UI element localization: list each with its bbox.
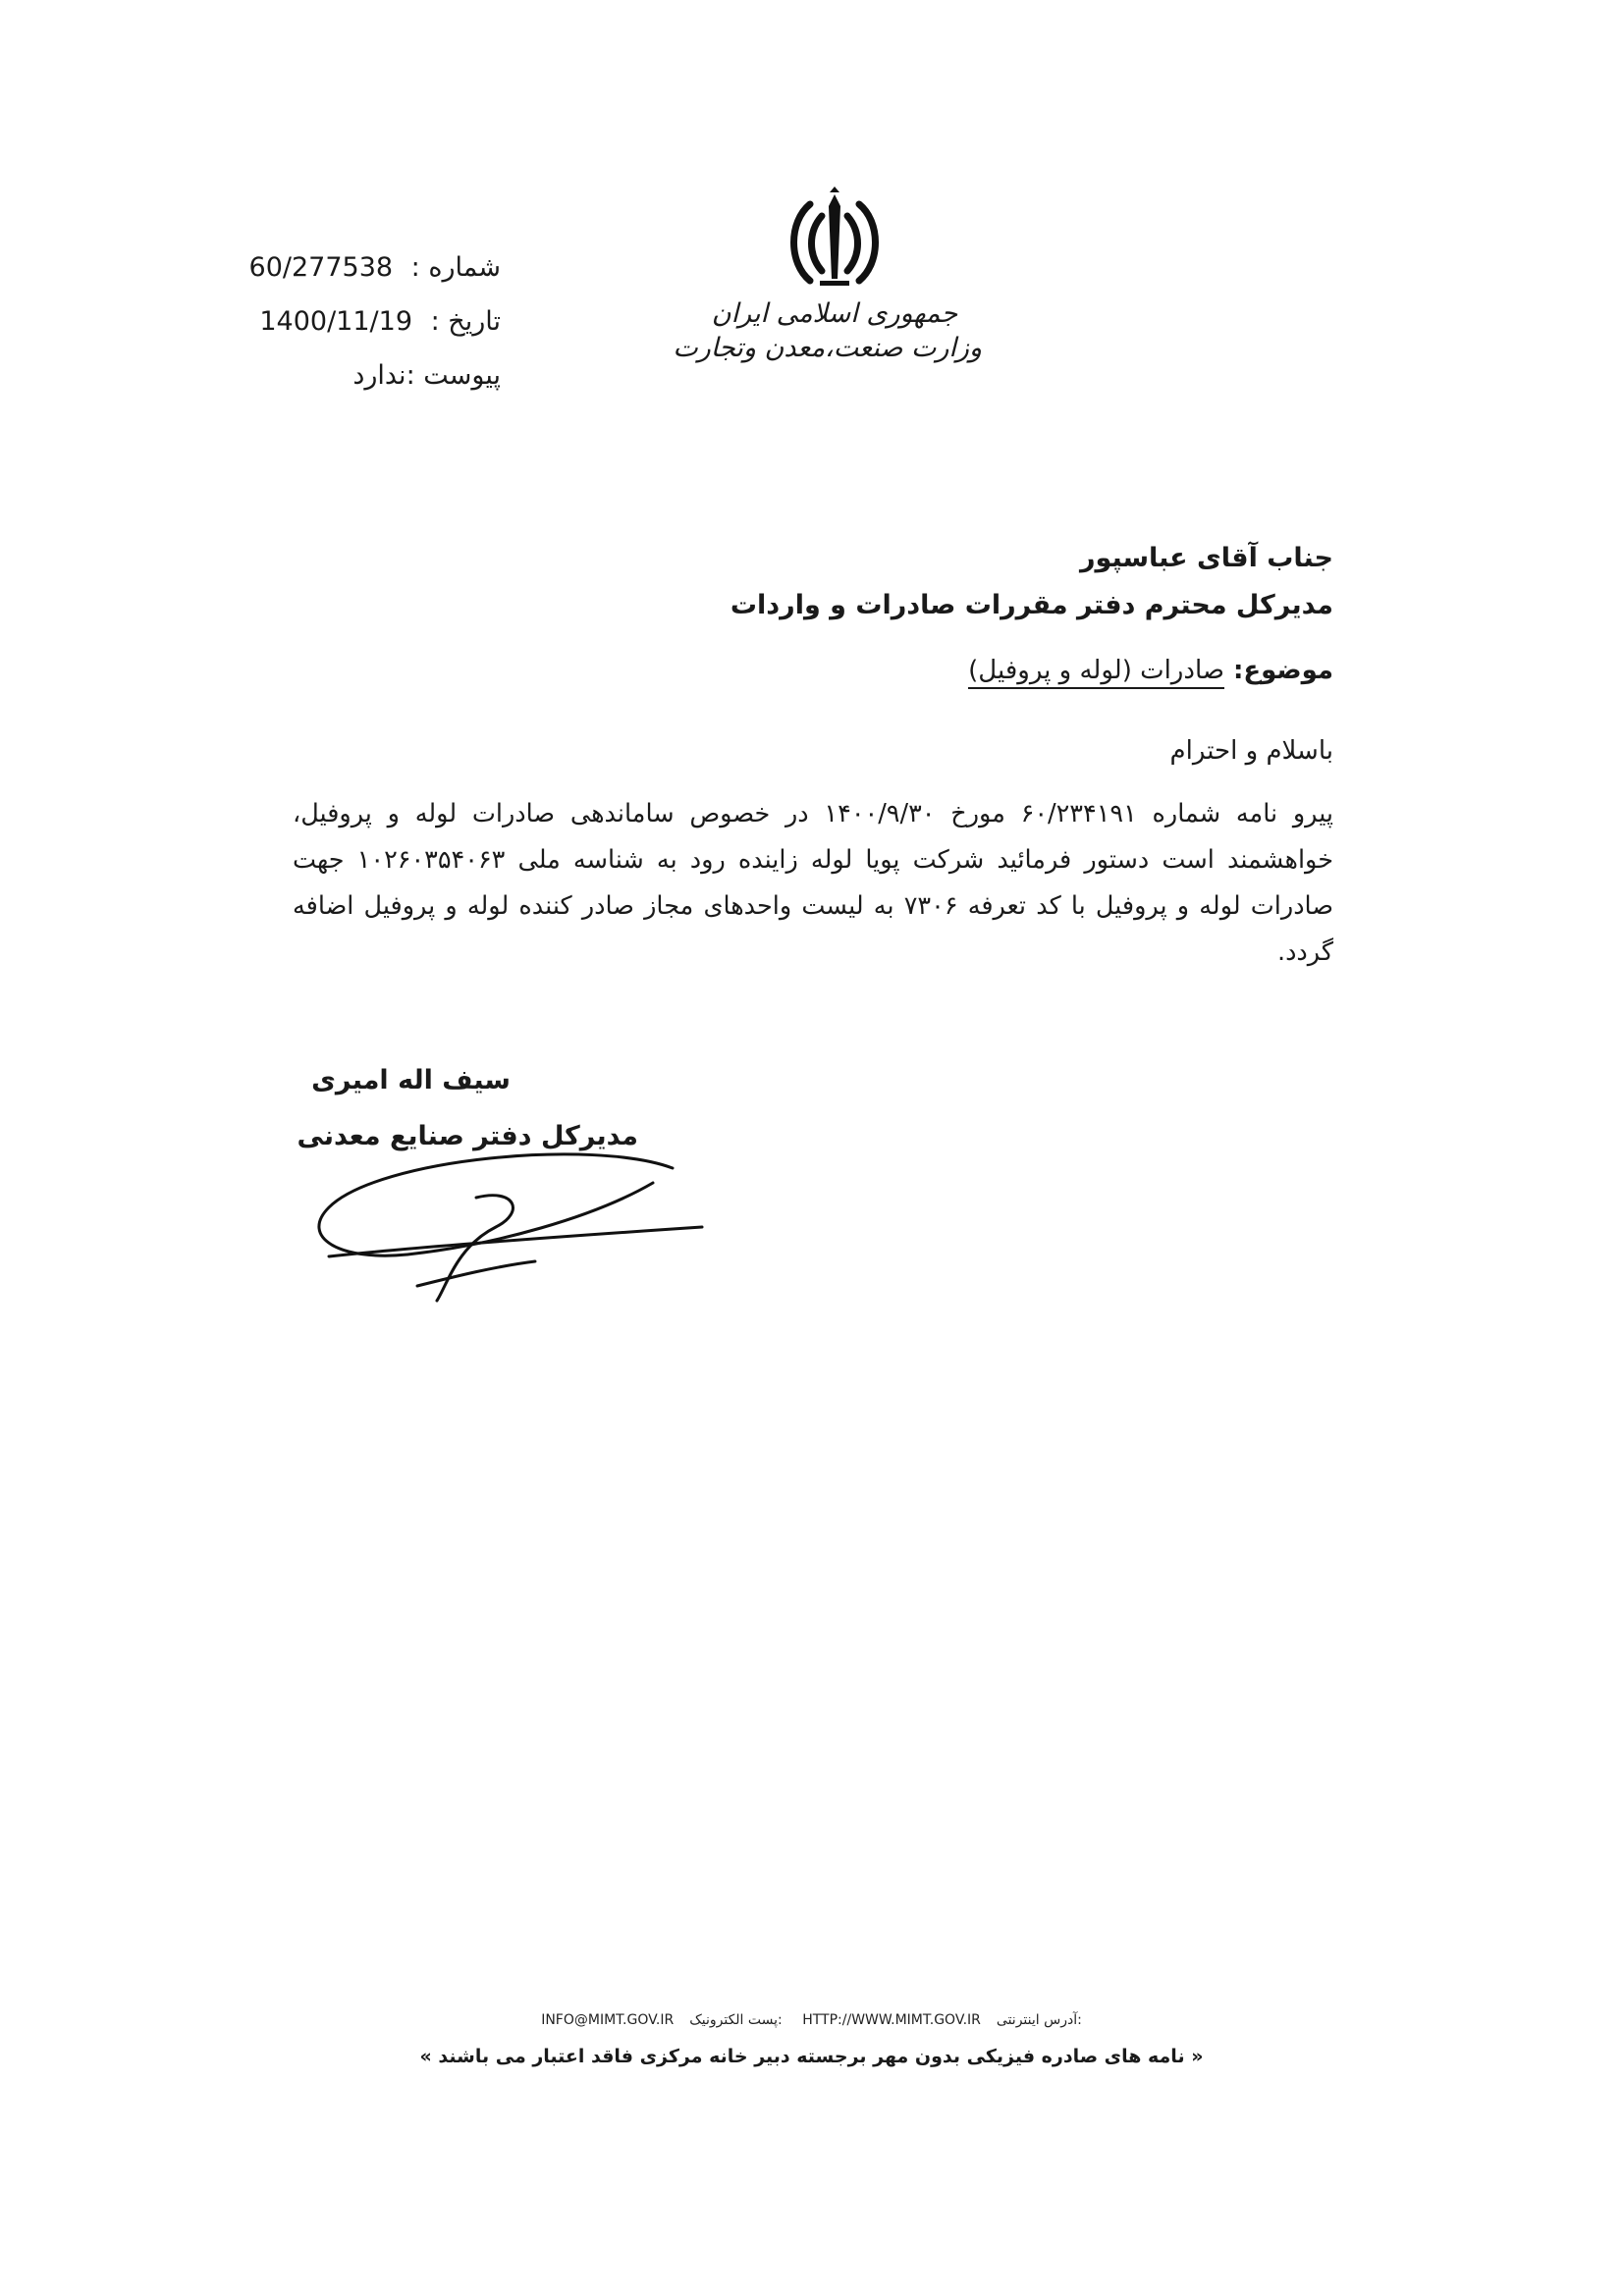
country-name: جمهوری اسلامی ایران <box>711 298 958 329</box>
addressee-title: مدیرکل محترم دفتر مقررات صادرات و واردات <box>730 590 1333 620</box>
letter-number <box>245 240 501 294</box>
iran-emblem-icon <box>781 187 889 294</box>
addressee-name: جناب آقای عباسپور <box>1079 543 1333 573</box>
signer-name: سیف اله امیری <box>311 1065 511 1095</box>
letter-number-value: 60/277538 <box>248 252 394 283</box>
footer-contact <box>0 2012 1623 2028</box>
subject-line <box>646 656 1333 685</box>
footer-email: INFO@MIMT.GOV.IR <box>541 2012 675 2028</box>
signer-title: مدیرکل دفتر صنایع معدنی <box>297 1121 638 1151</box>
footer-email-label: پست الکترونیک: <box>689 2012 783 2028</box>
letter-date <box>245 294 501 348</box>
subject-value: صادرات (لوله و پروفیل) <box>968 656 1224 689</box>
handwritten-signature-icon <box>299 1129 712 1315</box>
subject-label: موضوع: <box>1233 656 1333 685</box>
letter-date-value: 1400/11/19 <box>259 306 412 337</box>
footer-notice: « نامه های صادره فیزیکی بدون مهر برجسته دبیر خانه مرکزی فاقد اعتبار می باشند » <box>419 2046 1204 2067</box>
footer <box>0 2012 1623 2067</box>
salutation: باسلام و احترام <box>1169 736 1333 766</box>
letter-number-label: شماره : <box>410 252 501 283</box>
letterhead <box>673 187 982 363</box>
footer-website-label: آدرس اینترنتی: <box>996 2012 1082 2028</box>
footer-website: HTTP://WWW.MIMT.GOV.IR <box>802 2012 981 2028</box>
letter-date-label: تاریخ : <box>430 306 501 337</box>
letter-body: پیرو نامه شماره ۶۰/۲۳۴۱۹۱ مورخ ۱۴۰۰/۹/۳۰ در خصوص ساماندهی صادرات لوله و پروفیل، خواهشمند است دستور فرمائید شرکت پویا لوله زاینده رود به شناسه ملی ۱۰۲۶۰۳۵۴۰۶۳ جهت صادرات لوله و پروفیل با کد تعرفه ۷۳۰۶ به لیست واحدهای مجاز صادر کننده لوله و پروفیل اضافه گردد. <box>293 799 1334 967</box>
letter-attachment: پیوست :ندارد <box>352 360 501 391</box>
ministry-name: وزارت صنعت،معدن وتجارت <box>673 333 982 363</box>
letter-meta <box>245 240 501 402</box>
addressee <box>646 535 1333 629</box>
